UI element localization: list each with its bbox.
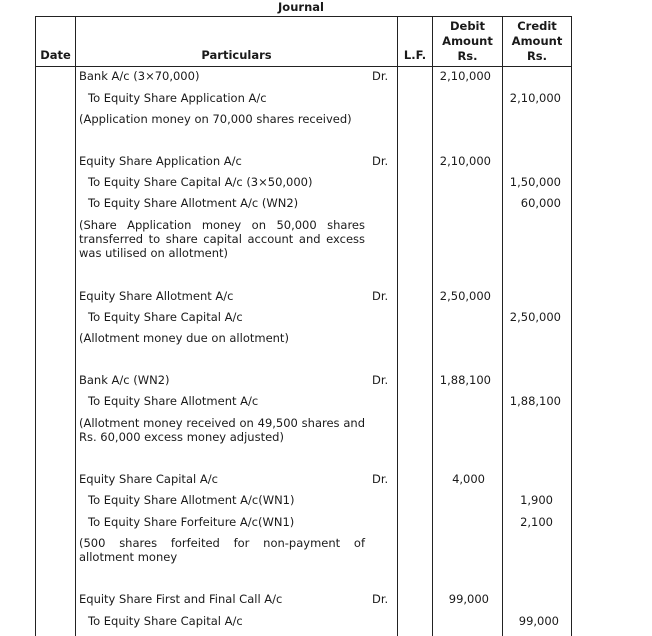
header-debit-line-2: Amount: [442, 34, 493, 48]
entry-5-debit-account: Equity Share Capital A/c: [79, 472, 218, 486]
entry-2-debit-account: Equity Share Application A/c: [79, 154, 242, 168]
entry-2-credit-account-2: To Equity Share Allotment A/c (WN2): [88, 196, 299, 210]
entry-6-debit-amount: 99,000: [448, 592, 489, 606]
particulars-column-divider: [397, 16, 398, 636]
header-lf: L.F.: [403, 48, 427, 62]
entry-1-narration: (Application money on 70,000 shares received): [79, 112, 352, 126]
entry-3-narration: (Allotment money due on allotment): [79, 331, 289, 345]
entry-2-narration: (Share Application money on 50,000 shares transferred to share capital account and excess was utilised on allotment): [79, 218, 365, 260]
entry-5-dr-marker: Dr.: [372, 472, 389, 486]
header-credit-line-3: Rs.: [526, 49, 548, 63]
entry-1-dr-marker: Dr.: [372, 69, 389, 83]
header-date: Date: [40, 48, 71, 62]
header-credit-line-2: Amount: [511, 34, 563, 48]
entry-5-credit-account-2: To Equity Share Forfeiture A/c(WN1): [88, 515, 295, 529]
entry-6-credit-amount: 99,000: [518, 614, 559, 628]
entry-4-narration: (Allotment money received on 49,500 shares and Rs. 60,000 excess money adjusted): [79, 416, 365, 444]
entry-3-debit-amount: 2,50,000: [439, 289, 491, 303]
entry-5-narration: (500 shares forfeited for non-payment of allotment money: [79, 536, 365, 564]
entry-3-debit-account: Equity Share Allotment A/c: [79, 289, 234, 303]
entry-4-credit-amount: 1,88,100: [509, 394, 561, 408]
entry-4-credit-account: To Equity Share Allotment A/c: [88, 394, 259, 408]
header-particulars: Particulars: [201, 48, 272, 62]
entry-4-debit-account: Bank A/c (WN2): [79, 373, 170, 387]
entry-2-credit-amount-2: 60,000: [520, 196, 561, 210]
header-debit-amount: [433, 19, 502, 64]
table-top-border: [35, 16, 572, 17]
entry-1-debit-amount: 2,10,000: [439, 69, 491, 83]
table-border-left: [35, 16, 36, 636]
entry-2-debit-amount: 2,10,000: [439, 154, 491, 168]
header-debit-line-1: Debit: [449, 19, 486, 33]
entry-2-dr-marker: Dr.: [372, 154, 389, 168]
date-column-divider: [75, 16, 76, 636]
entry-1-credit-account: To Equity Share Application A/c: [88, 91, 267, 105]
header-bottom-border: [35, 66, 572, 67]
entry-5-credit-amount-1: 1,900: [520, 493, 553, 507]
header-credit-amount: [503, 19, 571, 64]
entry-3-credit-account: To Equity Share Capital A/c: [88, 310, 243, 324]
debit-column-divider: [502, 16, 503, 636]
entry-5-credit-amount-2: 2,100: [520, 515, 553, 529]
entry-5-credit-account-1: To Equity Share Allotment A/c(WN1): [88, 493, 295, 507]
header-credit-line-1: Credit: [517, 19, 557, 33]
journal-title: Journal: [278, 0, 324, 14]
entry-4-dr-marker: Dr.: [372, 373, 389, 387]
entry-6-debit-account: Equity Share First and Final Call A/c: [79, 592, 283, 606]
entry-5-debit-amount: 4,000: [452, 472, 485, 486]
entry-6-credit-account: To Equity Share Capital A/c: [88, 614, 243, 628]
entry-2-credit-account-1: To Equity Share Capital A/c (3×50,000): [88, 175, 313, 189]
entry-3-dr-marker: Dr.: [372, 289, 389, 303]
entry-2-credit-amount-1: 1,50,000: [509, 175, 561, 189]
lf-column-divider: [432, 16, 433, 636]
entry-4-debit-amount: 1,88,100: [439, 373, 491, 387]
entry-1-credit-amount: 2,10,000: [509, 91, 561, 105]
entry-6-dr-marker: Dr.: [372, 592, 389, 606]
entry-1-debit-account: Bank A/c (3×70,000): [79, 69, 200, 83]
header-debit-line-3: Rs.: [457, 49, 478, 63]
table-border-right: [571, 16, 572, 636]
entry-3-credit-amount: 2,50,000: [509, 310, 561, 324]
